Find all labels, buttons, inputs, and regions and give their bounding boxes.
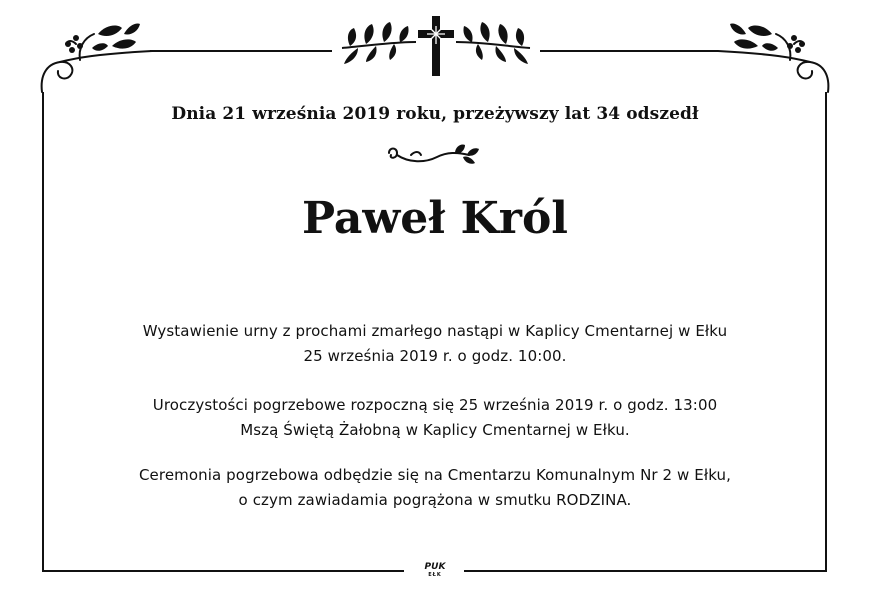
logo-text: PUK: [424, 562, 446, 572]
cross-with-laurel-icon: [336, 12, 536, 80]
corner-flourish-left-icon: [36, 14, 156, 96]
company-logo: [416, 562, 454, 582]
paragraph-line: Wystawienie urny z prochami zmarłego nastąpi w Kaplicy Cmentarnej w Ełku: [142, 322, 728, 340]
paragraph-line: Uroczystości pogrzebowe rozpoczną się 25 września 2019 r. o godz. 13:00: [152, 396, 718, 414]
paragraph-line: o czym zawiadamia pogrążona w smutku RODZINA.: [238, 491, 632, 509]
paragraph-line: Mszą Świętą Żałobną w Kaplicy Cmentarnej w Ełku.: [240, 421, 630, 439]
frame-top-border-right: [540, 50, 718, 52]
frame-bottom-border-right: [464, 570, 827, 572]
paragraph-line: 25 września 2019 r. o godz. 10:00.: [303, 347, 567, 365]
paragraph-line: Ceremonia pogrzebowa odbędzie się na Cmentarzu Komunalnym Nr 2 w Ełku,: [138, 466, 732, 484]
divider-flourish-icon: [385, 143, 485, 169]
paragraph-burial: [0, 463, 870, 513]
frame-bottom-border-left: [42, 570, 404, 572]
logo-subtext: EŁK: [428, 572, 442, 578]
corner-flourish-right-icon: [714, 14, 834, 96]
paragraph-funeral-ceremony: [0, 393, 870, 443]
deceased-name: Paweł Król: [301, 193, 569, 244]
death-announcement-headline: Dnia 21 września 2019 roku, przeżywszy lat 34 odszedł: [171, 104, 699, 124]
frame-top-border-left: [150, 50, 332, 52]
paragraph-urn-display: [0, 319, 870, 369]
